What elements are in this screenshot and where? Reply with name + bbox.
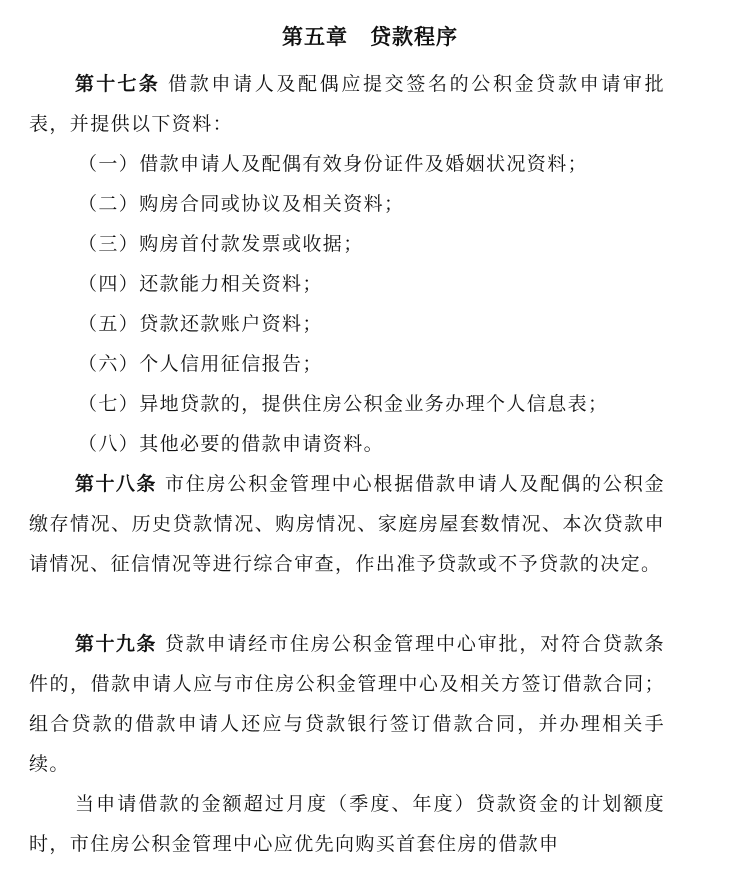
list-item: （八）其他必要的借款申请资料。: [78, 433, 385, 455]
article-17-intro: 借款申请人及配偶应提交签名的公积金贷款申请审批表，并提供以下资料：: [29, 73, 665, 135]
article-17-list: [78, 144, 698, 464]
list-item: （六）个人信用征信报告；: [78, 353, 323, 375]
article-18-paragraph: [29, 464, 665, 584]
article-19-paragraph: [29, 624, 665, 784]
list-item: （二）购房合同或协议及相关资料；: [78, 193, 405, 215]
list-item: （三）购房首付款发票或收据；: [78, 233, 364, 255]
list-item: （七）异地贷款的，提供住房公积金业务办理个人信息表；: [78, 393, 609, 415]
article-18-text: 市住房公积金管理中心根据借款申请人及配偶的公积金缴存情况、历史贷款情况、购房情况、家庭房屋套数情况、本次贷款申请情况、征信情况等进行综合审查，作出准予贷款或不予贷款的决定。: [29, 473, 665, 575]
chapter-heading: 贷款程序: [370, 25, 458, 49]
chapter-title: [0, 22, 740, 52]
article-19-text: 贷款申请经市住房公积金管理中心审批，对符合贷款条件的，借款申请人应与市住房公积金管理中心及相关方签订借款合同；组合贷款的借款申请人还应与贷款银行签订借款合同，并办理相关手续。: [29, 633, 665, 775]
article-17-label: 第十七条: [75, 73, 161, 95]
article-19-label: 第十九条: [75, 633, 157, 655]
list-item: （五）贷款还款账户资料；: [78, 313, 323, 335]
list-item: （四）还款能力相关资料；: [78, 273, 323, 295]
final-paragraph: [29, 784, 665, 864]
chapter-number: 第五章: [282, 25, 348, 49]
article-17-paragraph: [29, 64, 665, 144]
list-item: （一）借款申请人及配偶有效身份证件及婚姻状况资料；: [78, 153, 589, 175]
final-paragraph-text: 当申请借款的金额超过月度（季度、年度）贷款资金的计划额度时，市住房公积金管理中心应优先向购买首套住房的借款申: [29, 793, 665, 855]
article-18-label: 第十八条: [75, 473, 157, 495]
